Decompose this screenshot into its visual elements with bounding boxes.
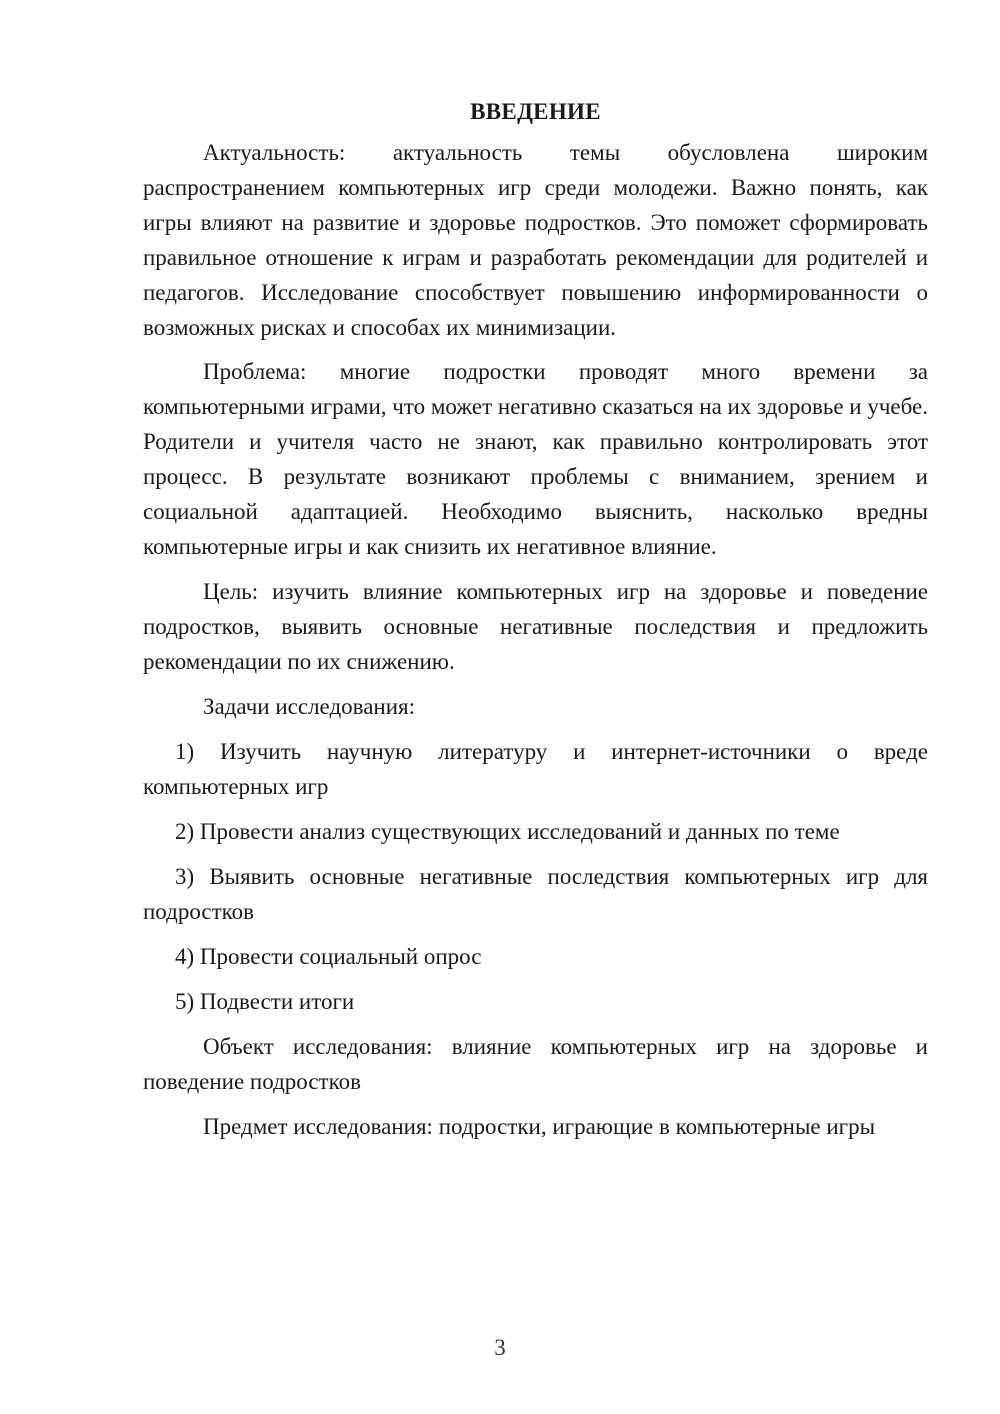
relevance-paragraph: Актуальность: актуальность темы обусловлена широким распространением компьютерных игр среди молодежи. Важно понять, как игры влияют на развитие и здоровье подростков. Это поможет сформировать правильное отношение к играм и разработать рекомендации для родителей и педагогов. Исследование способствует повышению информированности о возможных рисках и способах их минимизации. <box>143 140 928 340</box>
tasks-heading: Задачи исследования: <box>203 694 416 719</box>
task-item: 4) Провести социальный опрос <box>175 944 482 969</box>
page-number: 3 <box>494 1335 506 1360</box>
object-paragraph: Объект исследования: влияние компьютерных игр на здоровье и поведение подростков <box>143 1034 928 1094</box>
task-item: 1) Изучить научную литературу и интернет-источники о вреде компьютерных игр <box>143 739 928 799</box>
page-title: ВВЕДЕНИЕ <box>470 99 601 124</box>
subject-paragraph: Предмет исследования: подростки, играющие в компьютерные игры <box>203 1114 876 1139</box>
task-item: 3) Выявить основные негативные последствия компьютерных игр для подростков <box>143 864 928 924</box>
task-item: 2) Провести анализ существующих исследований и данных по теме <box>175 819 840 844</box>
page-content <box>143 94 928 1154</box>
goal-paragraph: Цель: изучить влияние компьютерных игр на здоровье и поведение подростков, выявить основные негативные последствия и предложить рекомендации по их снижению. <box>143 579 928 674</box>
problem-paragraph: Проблема: многие подростки проводят много времени за компьютерными играми, что может негативно сказаться на их здоровье и учебе. Родители и учителя часто не знают, как правильно контролировать этот процесс. В результате возникают проблемы с вниманием, зрением и социальной адаптацией. Необходимо выяснить, насколько вредны компьютерные игры и как снизить их негативное влияние. <box>143 359 928 559</box>
task-item: 5) Подвести итоги <box>175 989 355 1014</box>
